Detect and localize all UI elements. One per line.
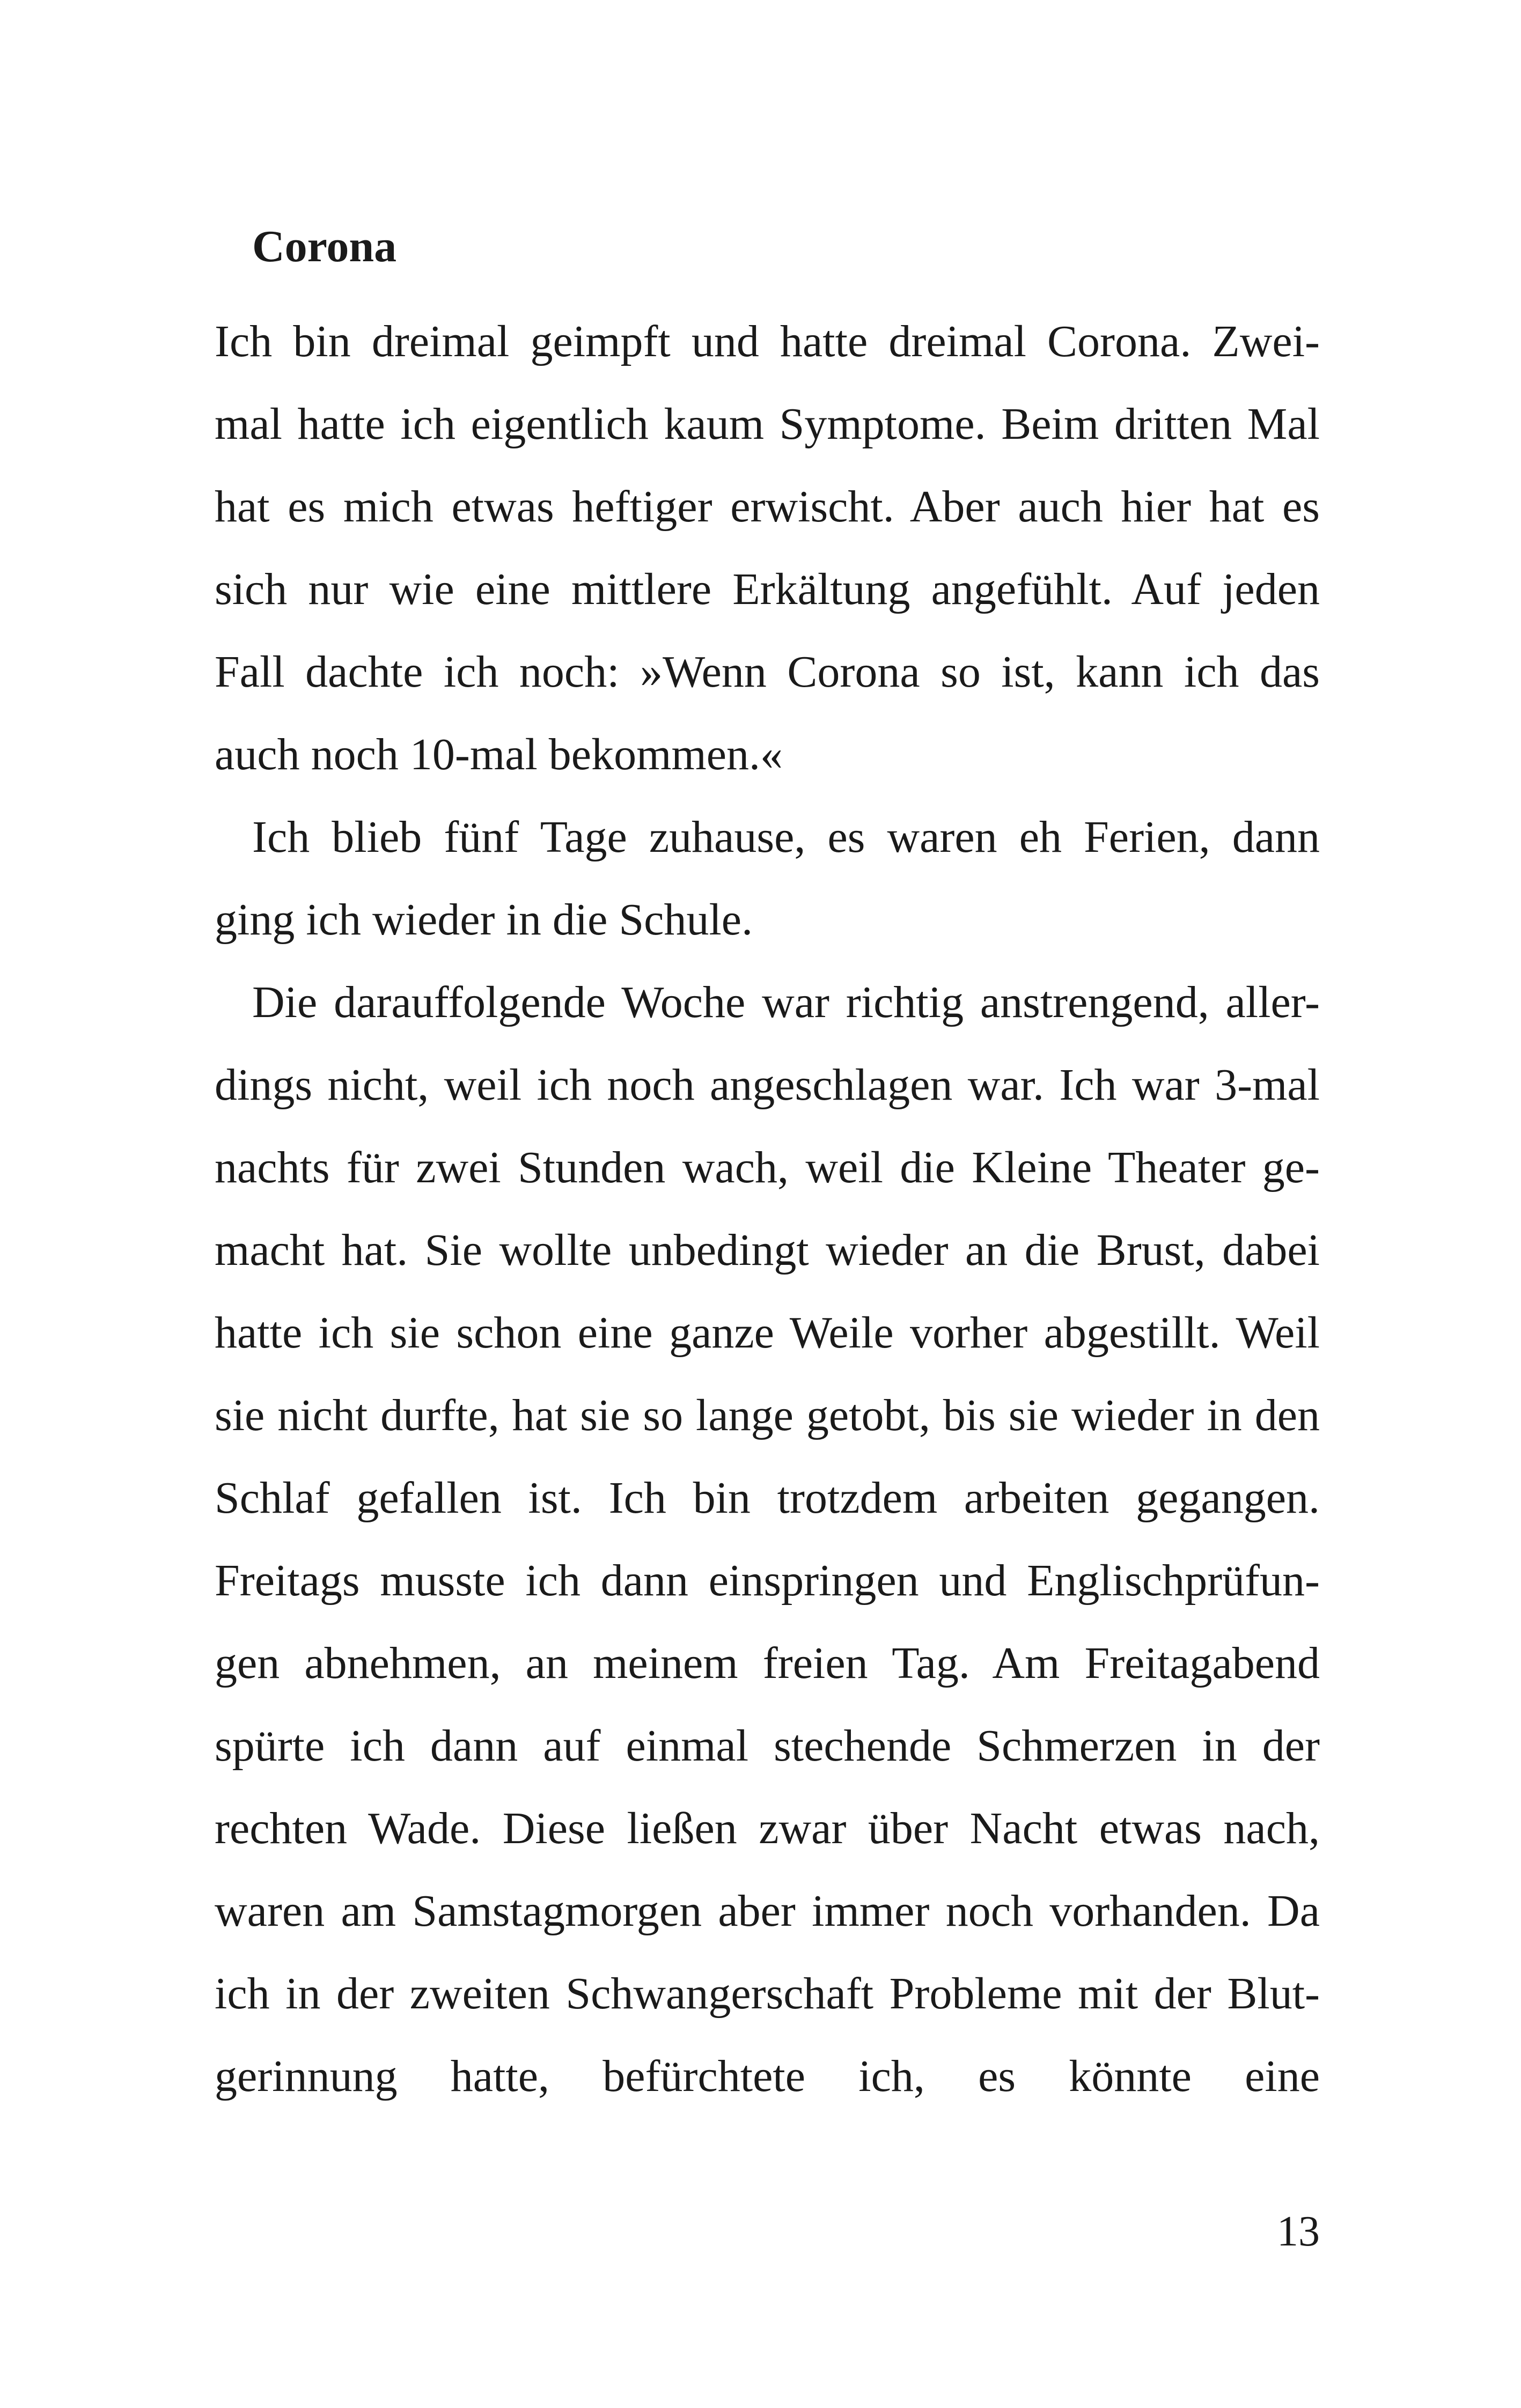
text-line: ich in der zweiten Schwangerschaft Probleme mit der Blut-: [215, 1969, 1320, 2019]
text-line: macht hat. Sie wollte unbedingt wieder an die Brust, dabei: [215, 1225, 1320, 1275]
text-line: Die darauffolgende Woche war richtig anstrengend, aller-: [252, 977, 1320, 1027]
text-line: ging ich wieder in die Schule.: [215, 895, 753, 945]
text-line: Fall dachte ich noch: »Wenn Corona so ist, kann ich das: [215, 647, 1320, 697]
body-text: [215, 300, 1320, 2118]
text-line: sie nicht durfte, hat sie so lange getobt, bis sie wieder in den: [215, 1390, 1320, 1440]
text-line: nachts für zwei Stunden wach, weil die Kleine Theater ge-: [215, 1143, 1320, 1192]
text-line: Schlaf gefallen ist. Ich bin trotzdem arbeiten gegangen.: [215, 1473, 1320, 1523]
text-line: rechten Wade. Diese ließen zwar über Nacht etwas nach,: [215, 1803, 1320, 1853]
text-line: gerinnung hatte, befürchtete ich, es könnte eine: [215, 2051, 1320, 2101]
text-line: sich nur wie eine mittlere Erkältung angefühlt. Auf jeden: [215, 564, 1320, 614]
text-line: waren am Samstagmorgen aber immer noch vorhanden. Da: [215, 1886, 1320, 1936]
text-line: hat es mich etwas heftiger erwischt. Aber auch hier hat es: [215, 482, 1320, 532]
text-line: Ich blieb fünf Tage zuhause, es waren eh Ferien, dann: [252, 812, 1320, 862]
text-line: gen abnehmen, an meinem freien Tag. Am Freitagabend: [215, 1638, 1320, 1688]
text-line: spürte ich dann auf einmal stechende Schmerzen in der: [215, 1721, 1320, 1771]
text-line: Ich bin dreimal geimpft und hatte dreimal Corona. Zwei-: [215, 316, 1320, 366]
page-number: 13: [1277, 2208, 1320, 2255]
text-line: Freitags musste ich dann einspringen und Englischprüfun-: [215, 1556, 1320, 1606]
text-line: mal hatte ich eigentlich kaum Symptome. Beim dritten Mal: [215, 399, 1320, 449]
text-line: auch noch 10-mal bekommen.«: [215, 730, 783, 779]
text-line: hatte ich sie schon eine ganze Weile vorher abgestillt. Weil: [215, 1308, 1320, 1358]
text-line: dings nicht, weil ich noch angeschlagen war. Ich war 3-mal: [215, 1060, 1320, 1110]
chapter-heading: Corona: [252, 222, 397, 271]
